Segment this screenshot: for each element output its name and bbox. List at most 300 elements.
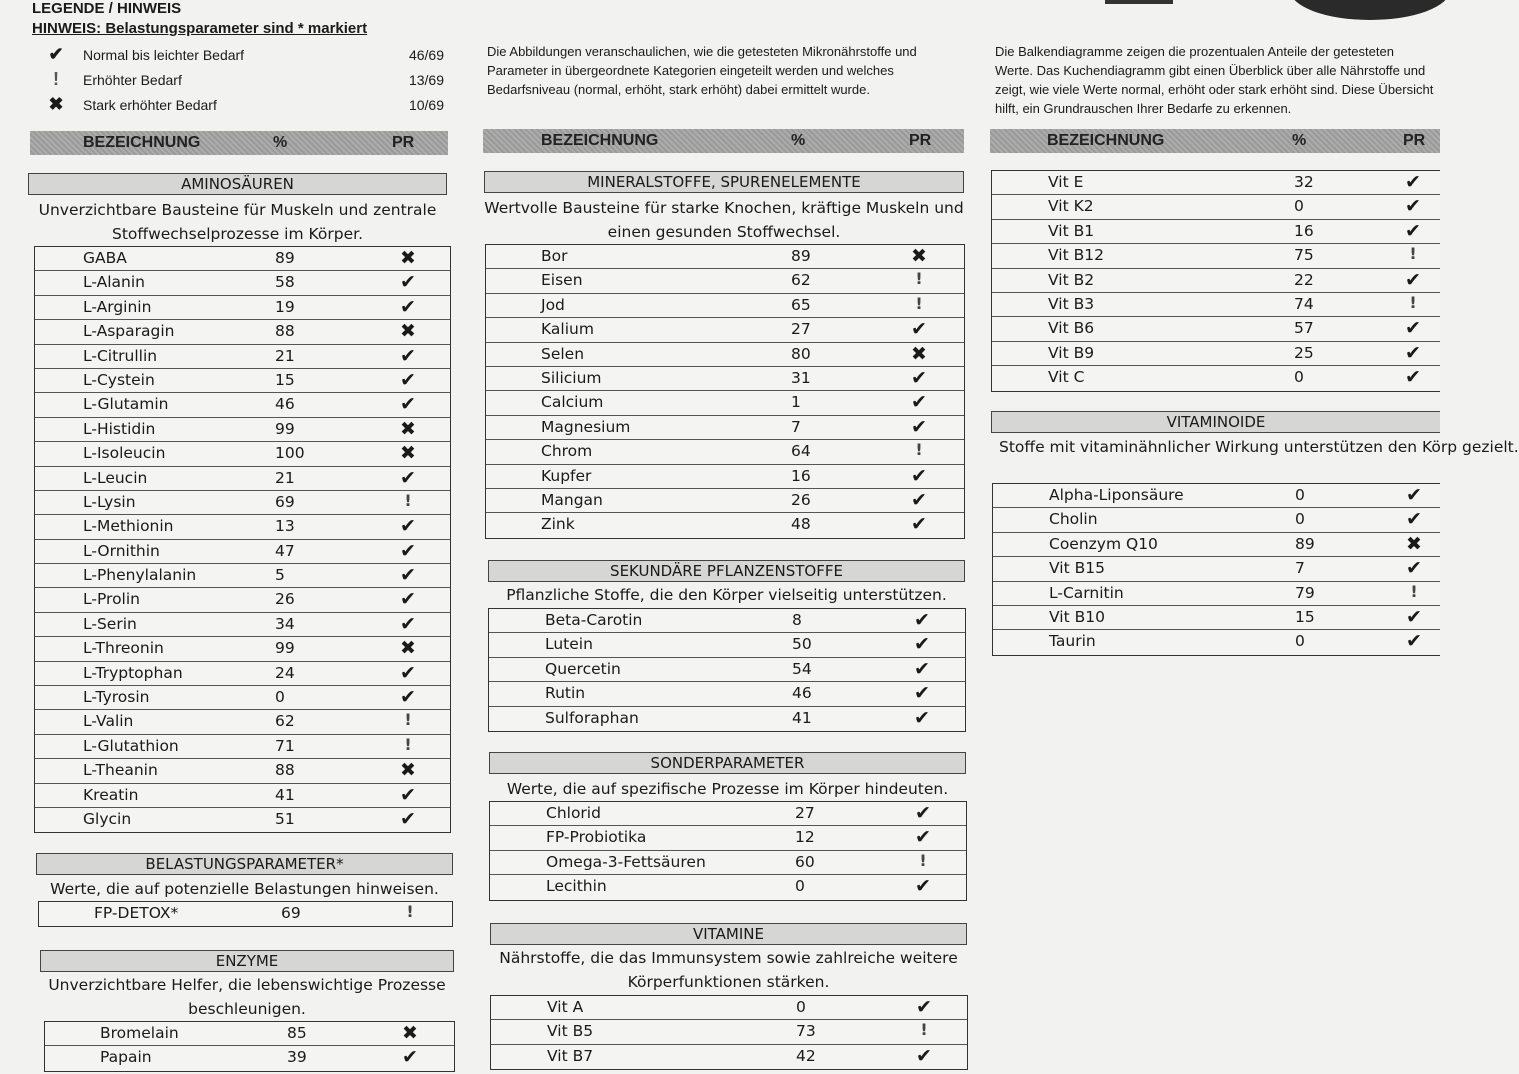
param-name: L-Ornithin [83, 541, 160, 560]
table-row [993, 533, 1440, 557]
legend-item-normal [40, 44, 450, 68]
param-value: 7 [791, 417, 801, 436]
table-aminosaeuren [34, 246, 451, 833]
check-icon: ✔ [400, 344, 416, 367]
param-value: 21 [275, 468, 295, 487]
table-row [45, 1022, 454, 1046]
param-name: Chrom [541, 442, 593, 461]
param-value: 27 [795, 804, 815, 822]
param-value: 39 [287, 1048, 307, 1067]
param-value: 99 [275, 419, 295, 438]
param-name: L-Glutathion [83, 736, 179, 755]
param-name: Bor [541, 247, 568, 265]
param-value: 46 [275, 395, 295, 414]
check-icon: ✔ [1405, 195, 1421, 218]
check-icon: ✔ [1406, 557, 1422, 580]
table-row [486, 391, 964, 415]
param-name: Taurin [1049, 632, 1096, 651]
param-value: 26 [791, 490, 811, 509]
param-value: 21 [275, 346, 295, 365]
exclamation-icon: ! [920, 1020, 928, 1040]
table-row [486, 318, 964, 342]
param-value: 69 [275, 492, 295, 511]
param-value: 46 [792, 684, 812, 703]
param-name: Omega-3-Fettsäuren [546, 852, 706, 871]
pie-chart-edge [1290, 0, 1450, 20]
check-icon: ✔ [911, 318, 927, 341]
section-desc-vitamine: Nährstoffe, die das Immunsystem sowie zahlreiche weitere Körperfunktionen stärken. [499, 949, 958, 991]
table-row [486, 245, 964, 269]
legend-label: Normal bis leichter Bedarf [83, 47, 245, 63]
check-icon: ✔ [911, 415, 927, 438]
table-row [486, 465, 964, 489]
column-header-middle [483, 129, 964, 153]
section-desc-belastung: Werte, die auf potenzielle Belastungen hinweisen. [50, 880, 439, 898]
param-name: Vit B15 [1049, 559, 1105, 578]
check-icon: ✔ [1405, 366, 1421, 389]
section-title-vitaminoide: VITAMINOIDE [991, 411, 1440, 433]
check-icon: ✔ [400, 807, 416, 830]
table-row [35, 418, 450, 442]
cross-icon: ✖ [400, 247, 416, 269]
param-value: 54 [792, 659, 812, 678]
param-value: 57 [1294, 319, 1314, 338]
param-name: Vit B12 [1048, 246, 1104, 265]
check-icon: ✔ [400, 783, 416, 806]
param-name: Eisen [541, 271, 583, 290]
table-belastung [38, 901, 453, 927]
param-value: 0 [1295, 486, 1305, 504]
legend-count: 46/69 [408, 47, 444, 63]
check-icon: ✔ [914, 657, 930, 680]
table-row [35, 296, 450, 320]
param-name: Lutein [545, 635, 593, 654]
section-desc-enzyme: Unverzichtbare Helfer, die lebenswichtige Prozesse beschleunigen. [48, 976, 446, 1018]
param-value: 74 [1294, 294, 1314, 313]
exclamation-icon: ! [406, 902, 414, 921]
check-icon: ✔ [400, 466, 416, 489]
param-value: 75 [1294, 246, 1314, 265]
column-header-left [30, 131, 448, 155]
table-row [35, 320, 450, 344]
header-pct: % [791, 132, 806, 149]
exclamation-icon: ! [915, 440, 923, 460]
param-name: Mangan [541, 490, 603, 509]
table-row [486, 367, 964, 391]
check-icon: ✔ [400, 539, 416, 562]
param-value: 60 [795, 852, 815, 871]
check-icon: ✔ [400, 564, 416, 587]
table-row [35, 588, 450, 612]
check-icon: ✔ [1405, 341, 1421, 364]
cross-icon: ✖ [1406, 532, 1422, 555]
header-name: BEZEICHNUNG [541, 132, 659, 149]
intro-right: Die Balkendiagramme zeigen die prozentualen Anteile der getesteten Werte. Das Kuchendiagramm gibt einen Überblick über alle Nährstoffe und zeigt, wie viele Werte normal, erhöht oder stark erhöht sind. Diese Übersicht hilft, ein Grundrauschen Ihrer Bedarfe zu erkennen. [995, 44, 1434, 116]
param-name: L-Theanin [83, 761, 158, 780]
param-value: 24 [275, 663, 295, 682]
table-row [993, 484, 1440, 508]
param-name: L-Prolin [83, 590, 140, 609]
table-row [489, 609, 965, 633]
header-pr: PR [1403, 132, 1426, 149]
check-icon: ✔ [1406, 630, 1422, 653]
table-row [35, 784, 450, 808]
table-row [35, 345, 450, 369]
legend-label: Erhöhter Bedarf [83, 72, 182, 88]
table-row [486, 416, 964, 440]
check-icon: ✔ [911, 513, 927, 536]
param-name: Vit C [1048, 368, 1085, 387]
param-name: L-Methionin [83, 517, 174, 536]
param-name: Glycin [83, 809, 132, 828]
table-row [992, 171, 1440, 195]
param-value: 22 [1294, 270, 1314, 289]
param-value: 62 [791, 271, 811, 290]
param-value: 34 [275, 614, 295, 633]
check-icon: ✔ [911, 391, 927, 414]
table-row [491, 996, 967, 1020]
table-row [35, 271, 450, 295]
header-pr: PR [909, 132, 932, 149]
check-icon: ✔ [914, 633, 930, 656]
param-name: Vit B1 [1048, 221, 1095, 240]
table-row [35, 540, 450, 564]
table-row [486, 343, 964, 367]
intro-middle: Die Abbildungen veranschaulichen, wie die getesteten Mikronährstoffe und Parameter in übergeordnete Kategorien eingeteilt werden und welches Bedarfsniveau (normal, erhöht, stark erhöht) dabei ermittelt wurde. [487, 44, 917, 97]
cross-icon: ✖ [400, 417, 416, 440]
table-row [490, 851, 966, 875]
param-name: Calcium [541, 393, 604, 412]
table-row [489, 633, 965, 657]
table-row [490, 802, 966, 826]
table-row [35, 759, 450, 783]
check-icon: ✔ [400, 393, 416, 416]
param-name: Selen [541, 344, 585, 363]
param-value: 71 [275, 736, 295, 755]
param-value: 41 [275, 785, 295, 804]
param-name: FP-Probiotika [546, 828, 647, 847]
table-row [992, 342, 1440, 366]
param-name: L-Isoleucin [83, 444, 166, 463]
check-icon: ✔ [911, 488, 927, 511]
cross-icon: ✖ [911, 342, 927, 365]
cross-icon: ✖ [400, 320, 416, 343]
exclamation-icon: ! [915, 269, 923, 289]
check-icon: ✔ [915, 826, 931, 849]
table-row [486, 489, 964, 513]
table-row [35, 808, 450, 832]
check-icon: ✔ [916, 1044, 932, 1067]
check-icon: ✔ [400, 612, 416, 635]
param-name: L-Glutamin [83, 395, 169, 414]
param-value: 80 [791, 344, 811, 363]
table-row [491, 1020, 967, 1044]
param-name: Cholin [1049, 510, 1098, 529]
param-name: L-Carnitin [1049, 583, 1124, 602]
param-name: Jod [541, 295, 565, 314]
param-value: 27 [791, 320, 811, 339]
table-row [992, 244, 1440, 268]
table-row [993, 582, 1440, 606]
table-row [992, 317, 1440, 341]
table-row [35, 515, 450, 539]
section-desc-vitaminoide-text: Stoffe mit vitaminähnlicher Wirkung unterstützen den Körp gezielt. [999, 438, 1519, 456]
param-name: L-Tyrosin [83, 688, 150, 707]
table-row [486, 269, 964, 293]
param-name: L-Phenylalanin [83, 566, 197, 585]
check-icon: ✔ [1405, 171, 1421, 193]
param-name: Alpha-Liponsäure [1049, 486, 1184, 504]
param-value: 7 [1295, 559, 1305, 578]
check-icon: ✔ [911, 366, 927, 389]
param-name: Vit K2 [1048, 197, 1094, 216]
check-icon: ✔ [914, 706, 930, 729]
param-name: L-Asparagin [83, 322, 175, 341]
table-sonder [489, 801, 967, 901]
table-row [992, 269, 1440, 293]
section-desc-mineral: Wertvolle Bausteine für starke Knochen, kräftige Muskeln und einen gesunden Stoffwechsel. [484, 199, 964, 241]
table-row [992, 220, 1440, 244]
table-vitamine [490, 995, 968, 1070]
param-value: 41 [792, 708, 812, 727]
param-value: 88 [275, 761, 295, 780]
check-icon: ✔ [400, 588, 416, 611]
param-value: 89 [275, 249, 295, 267]
section-desc-sekundaer: Pflanzliche Stoffe, die den Körper vielseitig unterstützen. [506, 586, 947, 604]
header-name: BEZEICHNUNG [1047, 132, 1165, 149]
param-value: 58 [275, 273, 295, 292]
param-name: L-Citrullin [83, 346, 158, 365]
param-name: Zink [541, 515, 575, 534]
param-value: 89 [1295, 534, 1315, 553]
param-value: 32 [1294, 173, 1314, 191]
table-row [992, 293, 1440, 317]
check-icon: ✔ [48, 44, 64, 64]
table-row [489, 658, 965, 682]
legend-hint: HINWEIS: Belastungsparameter sind * markiert [32, 20, 368, 37]
param-name: Lecithin [546, 877, 607, 896]
exclamation-icon: ! [1409, 244, 1417, 264]
table-row [35, 613, 450, 637]
table-row [35, 442, 450, 466]
legend-label: Stark erhöhter Bedarf [83, 97, 217, 113]
param-name: Silicium [541, 368, 602, 387]
header-pct: % [1292, 132, 1307, 149]
exclamation-icon: ! [919, 850, 927, 870]
legend-count: 10/69 [408, 97, 444, 113]
param-value: 62 [275, 712, 295, 731]
param-name: L-Valin [83, 712, 134, 731]
check-icon: ✔ [400, 661, 416, 684]
param-value: 12 [795, 828, 815, 847]
table-row [35, 637, 450, 661]
check-icon: ✔ [400, 515, 416, 538]
param-value: 15 [275, 370, 295, 389]
param-name: L-Alanin [83, 273, 145, 292]
param-value: 69 [281, 904, 301, 922]
param-value: 15 [1295, 607, 1315, 626]
param-name: Kreatin [83, 785, 139, 804]
param-value: 0 [796, 998, 806, 1016]
table-row [35, 710, 450, 734]
cross-icon: ✖ [400, 759, 416, 782]
check-icon: ✔ [1405, 219, 1421, 242]
param-name: Vit B7 [547, 1046, 594, 1065]
table-mineral [485, 244, 965, 539]
table-row [490, 826, 966, 850]
check-icon: ✔ [915, 875, 931, 898]
param-value: 47 [275, 541, 295, 560]
section-title-enzyme: ENZYME [40, 950, 454, 972]
param-value: 42 [796, 1046, 816, 1065]
check-icon: ✔ [914, 682, 930, 705]
table-row [486, 440, 964, 464]
param-value: 73 [796, 1022, 816, 1041]
param-name: Coenzym Q10 [1049, 534, 1158, 553]
table-row [489, 707, 965, 731]
exclamation-icon: ! [915, 293, 923, 313]
param-name: Vit B3 [1048, 294, 1095, 313]
param-name: Vit B9 [1048, 343, 1095, 362]
param-value: 26 [275, 590, 295, 609]
table-row [992, 366, 1440, 390]
param-value: 25 [1294, 343, 1314, 362]
exclamation-icon: ! [404, 734, 412, 754]
table-row [35, 686, 450, 710]
param-name: FP-DETOX* [94, 904, 179, 922]
exclamation-icon: ! [404, 710, 412, 730]
exclamation-icon: ! [1410, 581, 1418, 601]
header-pr: PR [392, 134, 415, 151]
exclamation-icon: ! [53, 69, 59, 89]
legend-count: 13/69 [408, 72, 444, 88]
param-name: Beta-Carotin [545, 611, 643, 629]
param-name: L-Leucin [83, 468, 148, 487]
section-desc-vitaminoide [991, 435, 1519, 459]
param-name: Chlorid [546, 804, 601, 822]
check-icon: ✔ [911, 464, 927, 487]
param-name: Papain [100, 1048, 152, 1067]
param-name: Quercetin [545, 659, 621, 678]
check-icon: ✔ [400, 686, 416, 709]
table-row [35, 662, 450, 686]
param-value: 16 [791, 466, 811, 485]
param-value: 16 [1294, 221, 1314, 240]
check-icon: ✔ [400, 368, 416, 391]
param-value: 8 [792, 611, 802, 629]
table-enzyme [44, 1021, 455, 1072]
param-value: 48 [791, 515, 811, 534]
param-value: 50 [792, 635, 812, 654]
table-row [993, 557, 1440, 581]
header-pct: % [273, 134, 288, 151]
legend-title: LEGENDE / HINWEIS [32, 0, 182, 17]
param-value: 5 [275, 566, 285, 585]
param-name: Kalium [541, 320, 594, 339]
param-name: L-Cystein [83, 370, 155, 389]
param-name: L-Serin [83, 614, 137, 633]
section-title-vitamine: VITAMINE [490, 923, 967, 945]
param-name: Sulforaphan [545, 708, 639, 727]
header-name: BEZEICHNUNG [83, 134, 201, 151]
section-desc-sonder: Werte, die auf spezifische Prozesse im Körper hindeuten. [506, 780, 949, 798]
param-name: Vit E [1048, 173, 1084, 191]
check-icon: ✔ [1406, 605, 1422, 628]
top-divider [1105, 0, 1173, 4]
table-row [45, 1046, 454, 1070]
param-name: L-Threonin [83, 639, 164, 658]
param-name: Vit B10 [1049, 607, 1105, 626]
param-value: 13 [275, 517, 295, 536]
exclamation-icon: ! [1409, 292, 1417, 312]
table-sekundaer [488, 608, 966, 732]
table-row [35, 491, 450, 515]
cross-icon: ✖ [911, 245, 927, 267]
section-title-sekundaer: SEKUNDÄRE PFLANZENSTOFFE [488, 560, 965, 582]
param-value: 88 [275, 322, 295, 341]
param-value: 79 [1295, 583, 1315, 602]
table-vitamine-right [991, 170, 1440, 392]
table-row [992, 195, 1440, 219]
table-row [35, 247, 450, 271]
param-value: 0 [1294, 368, 1304, 387]
table-row [486, 513, 964, 537]
check-icon: ✔ [400, 295, 416, 318]
check-icon: ✔ [1406, 508, 1422, 531]
section-title-sonder: SONDERPARAMETER [489, 752, 966, 774]
param-value: 0 [1294, 197, 1304, 216]
section-title-aminosaeuren: AMINOSÄUREN [28, 173, 447, 195]
cross-icon: ✖ [400, 637, 416, 660]
table-row [35, 369, 450, 393]
table-row [35, 393, 450, 417]
table-row [489, 682, 965, 706]
param-value: 89 [791, 247, 811, 265]
table-row [490, 875, 966, 899]
table-row [993, 508, 1440, 532]
table-row [35, 564, 450, 588]
param-name: L-Arginin [83, 297, 152, 316]
param-name: Kupfer [541, 466, 592, 485]
param-value: 85 [287, 1024, 307, 1042]
table-row [35, 467, 450, 491]
param-name: L-Lysin [83, 492, 136, 511]
param-name: Vit B6 [1048, 319, 1095, 338]
param-name: Vit A [547, 998, 584, 1016]
param-name: Magnesium [541, 417, 631, 436]
param-name: Rutin [545, 684, 586, 703]
param-name: Vit B5 [547, 1022, 594, 1041]
param-value: 64 [791, 442, 811, 461]
check-icon: ✔ [1405, 268, 1421, 291]
table-row [993, 606, 1440, 630]
param-value: 0 [1295, 510, 1305, 529]
table-row [486, 294, 964, 318]
legend-item-elevated [40, 69, 450, 93]
param-name: L-Tryptophan [83, 663, 183, 682]
cross-icon: ✖ [402, 1022, 418, 1044]
column-header-right [990, 129, 1440, 153]
exclamation-icon: ! [404, 490, 412, 510]
check-icon: ✔ [402, 1046, 418, 1069]
param-value: 31 [791, 368, 811, 387]
param-value: 0 [275, 688, 285, 707]
param-name: Bromelain [100, 1024, 179, 1042]
table-row [35, 735, 450, 759]
table-vitaminoide [992, 483, 1440, 656]
cross-icon: ✖ [400, 442, 416, 465]
param-name: GABA [83, 249, 127, 267]
